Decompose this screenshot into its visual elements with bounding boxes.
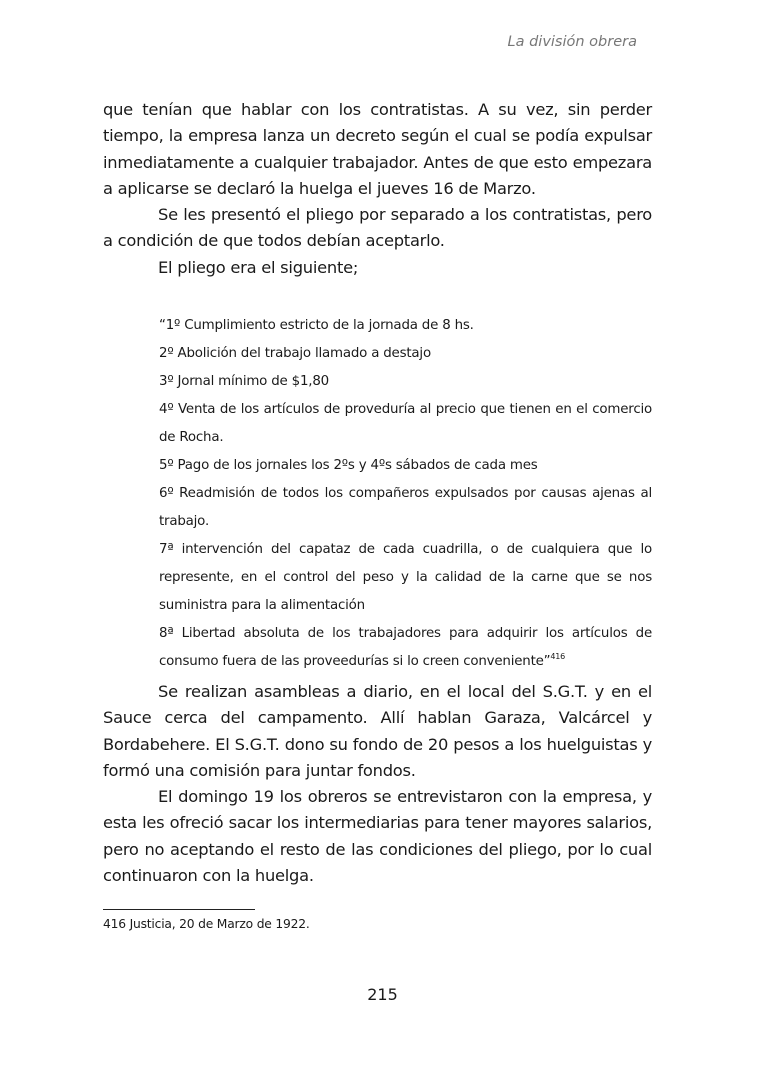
paragraph: El pliego era el siguiente;	[158, 257, 359, 277]
block-quote-list	[159, 312, 652, 676]
list-item: 5º Pago de los jornales los 2ºs y 4ºs sábados de cada mes	[159, 458, 538, 473]
list-item: “1º Cumplimiento estricto de la jornada de 8 hs.	[159, 318, 474, 333]
list-item	[159, 620, 652, 676]
body-text-top	[103, 97, 652, 281]
body-text-bottom	[103, 679, 652, 889]
list-item: 2º Abolición del trabajo llamado a destajo	[159, 346, 431, 361]
paragraph: que tenían que hablar con los contratistas. A su vez, sin perder tiempo, la empresa lanza un decreto según el cual se podía expulsar inmediatamente a cualquier trabajador. Antes de que esto empezara a aplicarse se declaró la huelga el jueves 16 de Marzo.	[103, 100, 652, 198]
page-number: 215	[367, 985, 398, 1004]
list-item: 3º Jornal mínimo de $1,80	[159, 374, 329, 389]
paragraph: Se les presentó el pliego por separado a los contratistas, pero a condición de que todos debían aceptarlo.	[103, 205, 652, 251]
footnote-divider	[103, 909, 255, 910]
footnote-reference: 416	[550, 652, 566, 661]
list-item: 7ª intervención del capataz de cada cuadrilla, o de cualquiera que lo represente, en el control del peso y la calidad de la carne que se nos suministra para la alimentación	[159, 542, 652, 613]
footnote: 416 Justicia, 20 de Marzo de 1922.	[103, 917, 310, 931]
paragraph: Se realizan asambleas a diario, en el local del S.G.T. y en el Sauce cerca del campamento. Allí hablan Garaza, Valcárcel y Bordabehere. El S.G.T. dono su fondo de 20 pesos a los huelguistas y formó una comisión para juntar fondos.	[103, 682, 652, 780]
list-item: 6º Readmisión de todos los compañeros expulsados por causas ajenas al trabajo.	[159, 486, 652, 529]
list-item-text: 8ª Libertad absoluta de los trabajadores para adquirir los artículos de consumo fuera de las proveedurías si lo creen conveniente”	[159, 626, 652, 669]
list-item: 4º Venta de los artículos de proveduría al precio que tienen en el comercio de Rocha.	[159, 402, 652, 445]
paragraph: El domingo 19 los obreros se entrevistaron con la empresa, y esta les ofreció sacar los intermediarias para tener mayores salarios, pero no aceptando el resto de las condiciones del pliego, por lo cual continuaron con la huelga.	[103, 787, 652, 886]
running-header: La división obrera	[507, 34, 637, 50]
